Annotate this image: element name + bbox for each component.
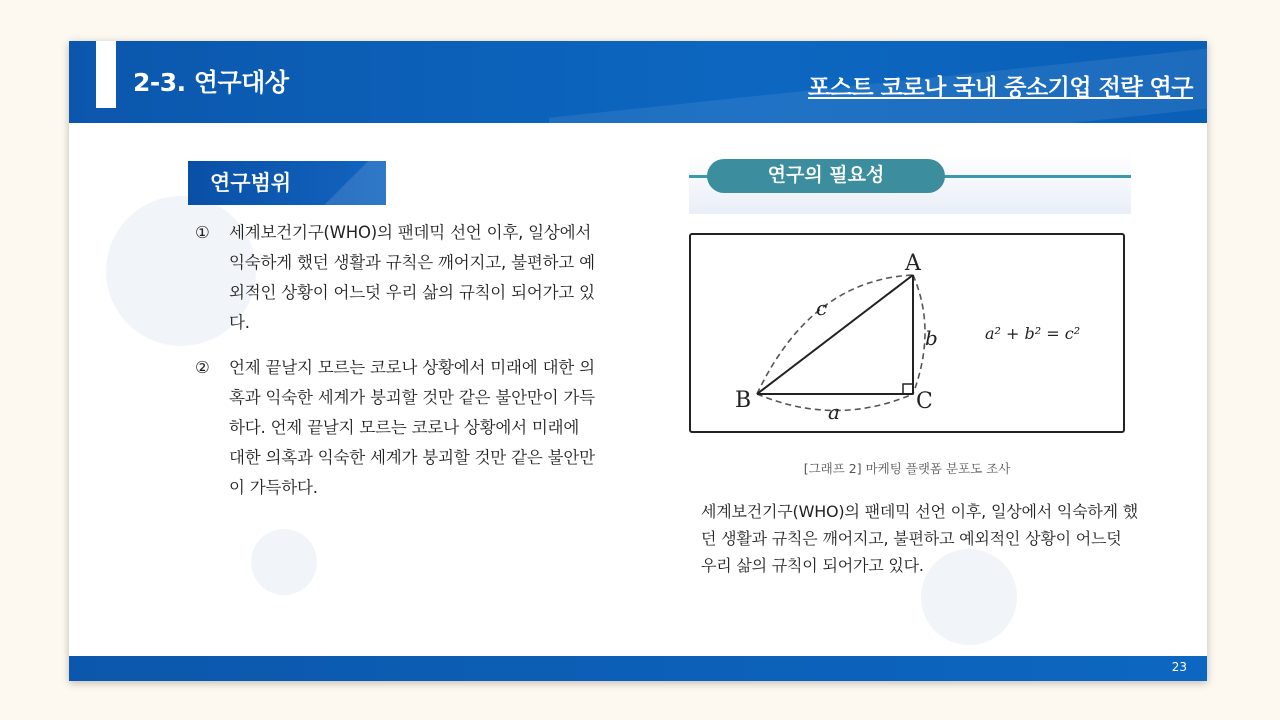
- research-scope-heading: 연구범위: [188, 161, 386, 205]
- list-item: [195, 353, 595, 503]
- section-title: 2-3. 연구대상: [133, 68, 289, 97]
- footer-bar: [69, 656, 1207, 681]
- slide: [69, 41, 1207, 681]
- item-text: 세계보건기구(WHO)의 팬데믹 선언 이후, 일상에서 익숙하게 했던 생활과 규칙은 깨어지고, 불편하고 예외적인 상황이 어느덧 우리 삶의 규칙이 되어가고 있다.: [229, 223, 595, 332]
- side-b-label: b: [925, 326, 938, 350]
- side-c-label: c: [816, 296, 828, 320]
- right-angle-mark: [903, 384, 913, 394]
- arc-b: [913, 275, 925, 394]
- pythagoras-figure: [689, 233, 1125, 433]
- header-accent-bar: [96, 41, 116, 108]
- triangle-diagram: [691, 235, 1123, 431]
- decorative-circle: [251, 529, 317, 595]
- header-bar: [69, 41, 1207, 123]
- necessity-heading-band: [689, 154, 1131, 214]
- item-number: ①: [195, 223, 210, 242]
- side-c-line: [757, 275, 913, 394]
- document-title: 포스트 코로나 국내 중소기업 전략 연구: [807, 75, 1193, 101]
- list-item: [195, 218, 595, 338]
- scope-list: [195, 218, 595, 518]
- item-number: ②: [195, 358, 210, 377]
- item-text: 언제 끝날지 모르는 코로나 상황에서 미래에 대한 의혹과 익숙한 세계가 붕괴할 것만 같은 불안만이 가득하다. 언제 끝날지 모르는 코로나 상황에서 미래에 대한 의혹과 익숙한 세계가 붕괴할 것만 같은 불안만이 가득하다.: [229, 358, 595, 497]
- figure-caption: [그래프 2] 마케팅 플랫폼 분포도 조사: [803, 461, 1011, 476]
- necessity-heading: 연구의 필요성: [707, 159, 945, 193]
- vertex-a-label: A: [905, 251, 921, 276]
- vertex-c-label: C: [916, 389, 933, 414]
- necessity-body-text: 세계보건기구(WHO)의 팬데믹 선언 이후, 일상에서 익숙하게 했던 생활과 규칙은 깨어지고, 불편하고 예외적인 상황이 어느덧 우리 삶의 규칙이 되어가고 있다.: [701, 502, 1139, 575]
- vertex-b-label: B: [735, 388, 752, 413]
- pythagorean-formula: a² + b² = c²: [985, 324, 1081, 343]
- page-number: 23: [1171, 660, 1187, 674]
- side-a-label: a: [828, 400, 840, 424]
